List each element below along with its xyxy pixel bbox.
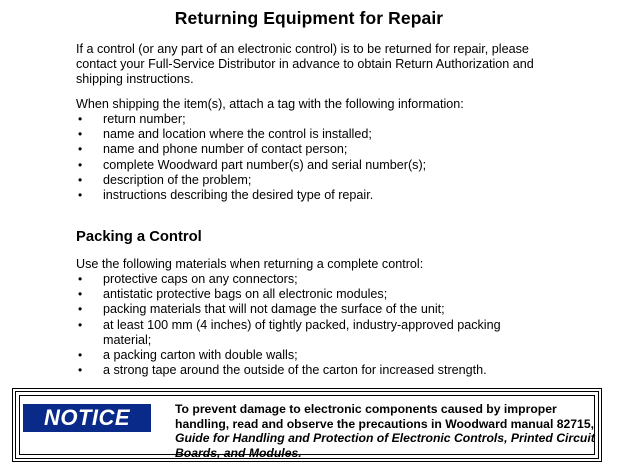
list-item: • name and phone number of contact person; [78,142,348,157]
list-item: • name and location where the control is installed; [78,127,372,142]
shipping-paragraph: When shipping the item(s), attach a tag with the following information: [76,97,464,111]
list-item: • at least 100 mm (4 inches) of tightly packed, industry-approved packing material; [78,317,501,347]
bullet-icon: • [78,287,83,302]
bullet-icon: • [78,348,83,363]
list-item: • instructions describing the desired type of repair. [78,188,374,203]
packing-materials-list [76,272,516,378]
bullet-icon: • [78,157,83,172]
list-item: • description of the problem; [78,172,252,187]
notice-text [175,402,595,460]
intro-paragraph: If a control (or any part of an electronic control) is to be returned for repair, please contact your Full-Service Distributor in advance to obtain Return Authorization and shipping instructions. [76,42,534,86]
bullet-icon: • [78,127,83,142]
shipping-info-list [76,112,516,203]
bullet-icon: • [78,112,83,126]
notice-text-italic: Guide for Handling and Protection of Electronic Controls, Printed Circuit Boards, and Modules. [175,431,595,460]
bullet-icon: • [78,363,83,378]
bullet-icon: • [78,272,83,286]
bullet-icon: • [78,142,83,157]
page-title: Returning Equipment for Repair [174,8,444,28]
bullet-icon: • [78,188,83,203]
bullet-icon: • [78,317,83,332]
list-item: • protective caps on any connectors; [78,272,298,286]
list-item: • return number; [78,112,186,126]
list-item: • a strong tape around the outside of the carton for increased strength. [78,363,487,378]
notice-badge: NOTICE [23,404,151,432]
bullet-icon: • [78,172,83,187]
list-item: • antistatic protective bags on all electronic modules; [78,287,388,302]
list-item: • complete Woodward part number(s) and serial number(s); [78,157,427,172]
notice-text-plain: To prevent damage to electronic components caused by improper handling, read and observe the precautions in Woodward manual 82715, [175,402,594,431]
packing-heading: Packing a Control [76,229,202,245]
packing-paragraph: Use the following materials when returning a complete control: [76,257,424,271]
list-item: • a packing carton with double walls; [78,348,298,363]
list-item: • packing materials that will not damage the surface of the unit; [78,302,445,317]
bullet-icon: • [78,302,83,317]
